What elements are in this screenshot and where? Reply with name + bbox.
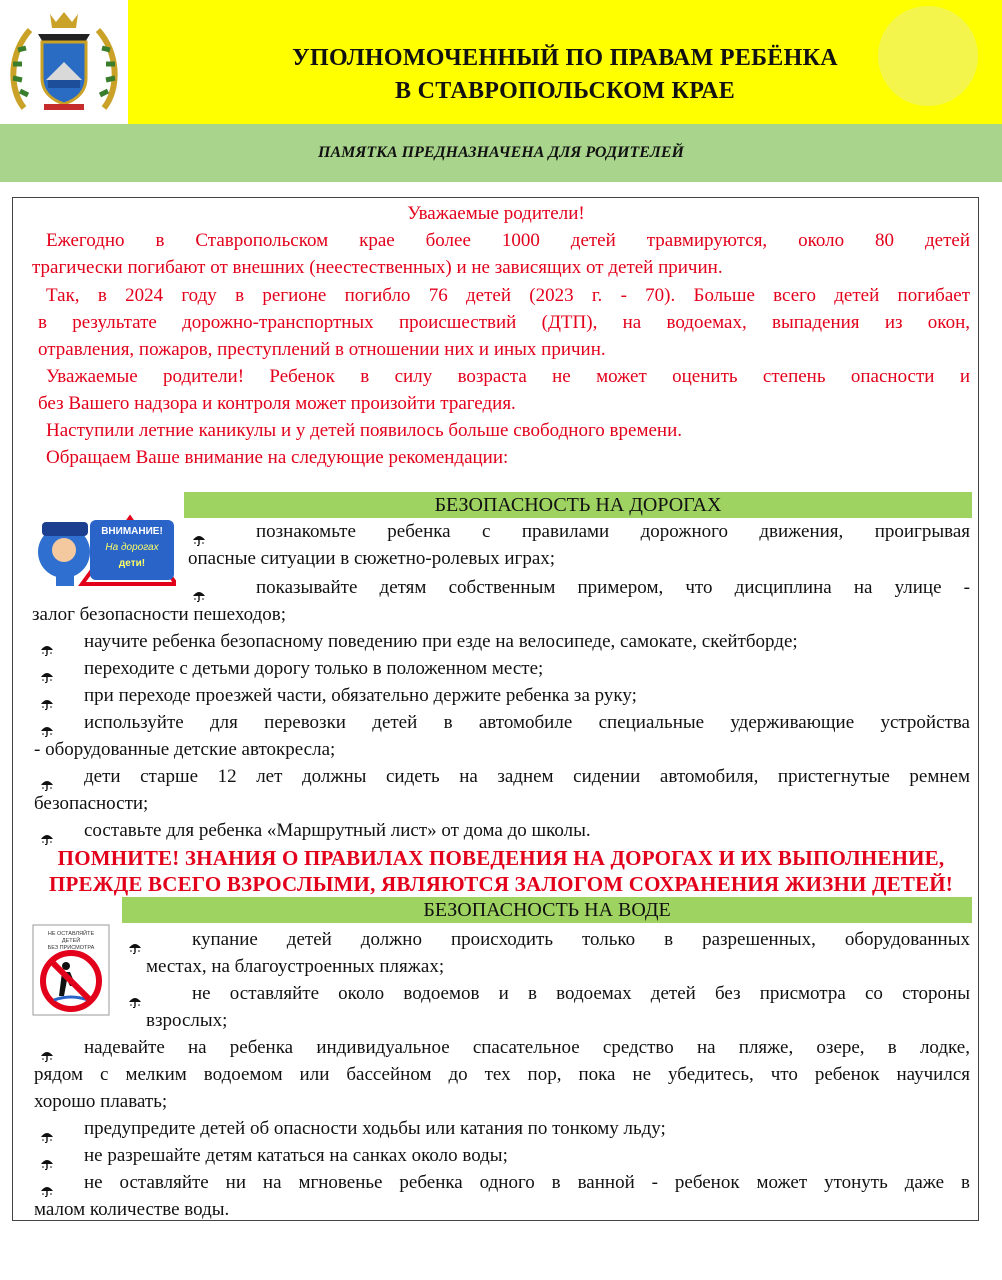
umbrella-icon [40, 1124, 54, 1136]
umbrella-icon [40, 664, 54, 676]
intro-p4: Наступили летние каникулы и у детей появилось больше свободного времени. [46, 420, 682, 441]
svg-text:НЕ ОСТАВЛЯЙТЕ: НЕ ОСТАВЛЯЙТЕ [47, 931, 95, 937]
water-bullet-5: не разрешайте детям кататься на санках около воды; [40, 1142, 974, 1169]
title-line-2: В СТАВРОПОЛЬСКОМ КРАЕ [394, 78, 736, 104]
svg-text:ДЕТЕЙ: ДЕТЕЙ [61, 938, 81, 944]
subheader: ПАМЯТКА ПРЕДНАЗНАЧЕНА ДЛЯ РОДИТЕЛЕЙ [0, 124, 1002, 182]
water-bullet-3-line2: рядом с мелким водоемом или бассейном до тех пор, пока не убедитесь, что ребенок научился [34, 1064, 970, 1085]
water-bullet-1-line2: местах, на благоустроенных пляжах; [146, 956, 445, 977]
water-bullet-3-line3: хорошо плавать; [34, 1091, 168, 1112]
intro-p2-line2: в результате дорожно-транспортных происшествий (ДТП), на водоемах, выпадения из окон, [38, 312, 970, 333]
umbrella-icon [40, 1178, 54, 1190]
roads-bullet-4: переходите с детьми дорогу только в положенном месте; [40, 655, 974, 682]
sign-text-1: ВНИМАНИЕ! [101, 526, 163, 537]
water-bullet-6-line2: малом количестве воды. [34, 1199, 230, 1220]
roads-bullet-6-line2: - оборудованные детские автокресла; [34, 739, 336, 760]
attention-children-sign-icon [30, 512, 176, 588]
water-bullet-4: предупредите детей об опасности ходьбы или катания по тонкому льду; [40, 1115, 974, 1142]
water-bullet-1-line1: купание детей должно происходить только в разрешенных, оборудованных [128, 926, 970, 953]
roads-bullet-5: при переходе проезжей части, обязательно держите ребенка за руку; [40, 682, 974, 709]
water-bullet-6-line1: не оставляйте ни на мгновенье ребенка одного в ванной - ребенок может утонуть даже в [40, 1169, 970, 1196]
header [0, 0, 1002, 124]
umbrella-icon [192, 527, 206, 539]
intro-p5: Обращаем Ваше внимание на следующие рекомендации: [46, 447, 509, 468]
umbrella-icon [40, 826, 54, 838]
sign-text-2: На дорогах [105, 542, 159, 553]
intro-p3-line2: без Вашего надзора и контроля может произойти трагедия. [38, 393, 516, 414]
roads-bullet-1-line1: познакомьте ребенка с правилами дорожного движения, проигрывая [192, 518, 970, 545]
coat-of-arms-icon [0, 0, 128, 124]
roads-bullet-1-line2: опасные ситуации в сюжетно-ролевых играх; [188, 548, 556, 569]
page-title [130, 42, 1000, 108]
sign-text-3: дети! [118, 558, 146, 569]
water-bullet-2-line1: не оставляйте около водоемов и в водоемах детей без присмотра со стороны [128, 980, 970, 1007]
umbrella-icon [40, 691, 54, 703]
intro-p2-line1: Так, в 2024 году в регионе погибло 76 детей (2023 г. - 70). Больше всего детей погибает [46, 285, 970, 306]
umbrella-icon [40, 1043, 54, 1055]
section-heading-water: БЕЗОПАСНОСТЬ НА ВОДЕ [122, 897, 972, 923]
water-bullet-3-line1: надевайте на ребенка индивидуальное спасательное средство на пляже, озере, в лодке, [40, 1034, 970, 1061]
section-heading-roads: БЕЗОПАСНОСТЬ НА ДОРОГАХ [184, 492, 972, 518]
umbrella-icon [128, 989, 142, 1001]
umbrella-icon [40, 637, 54, 649]
umbrella-icon [40, 1151, 54, 1163]
roads-bullet-8: составьте для ребенка «Маршрутный лист» от дома до школы. [40, 817, 974, 844]
svg-text:БЕЗ ПРИСМОТРА: БЕЗ ПРИСМОТРА [47, 945, 95, 951]
intro-p1-line2: трагически погибают от внешних (неестественных) и не зависящих от детей причин. [32, 257, 723, 278]
roads-bullet-7-line1: дети старше 12 лет должны сидеть на заднем сидении автомобиля, пристегнутые ремнем [40, 763, 970, 790]
umbrella-icon [40, 718, 54, 730]
intro-p1-line1: Ежегодно в Ставропольском крае более 1000 детей травмируются, около 80 детей [46, 230, 970, 251]
umbrella-icon [128, 935, 142, 947]
roads-warning-line2: ПРЕЖДЕ ВСЕГО ВЗРОСЛЫМИ, ЯВЛЯЮТСЯ ЗАЛОГОМ СОХРАНЕНИЯ ЖИЗНИ ДЕТЕЙ! [48, 872, 954, 896]
roads-bullet-7-line2: безопасности; [34, 793, 149, 814]
greeting: Уважаемые родители! [407, 203, 585, 224]
roads-warning-line1: ПОМНИТЕ! ЗНАНИЯ О ПРАВИЛАХ ПОВЕДЕНИЯ НА ДОРОГАХ И ИХ ВЫПОЛНЕНИЕ, [57, 846, 945, 870]
roads-bullet-3: научите ребенка безопасному поведению при езде на велосипеде, самокате, скейтборде; [40, 628, 974, 655]
roads-bullet-2-line1: показывайте детям собственным примером, что дисциплина на улице - [192, 574, 970, 601]
umbrella-icon [40, 772, 54, 784]
intro-p2-line3: отравления, пожаров, преступлений в отношении них и иных причин. [38, 339, 606, 360]
water-bullet-2-line2: взрослых; [146, 1010, 228, 1031]
roads-bullet-6-line1: используйте для перевозки детей в автомобиле специальные удерживающие устройства [40, 709, 970, 736]
roads-bullet-2-line2: залог безопасности пешеходов; [32, 604, 286, 625]
title-line-1: УПОЛНОМОЧЕННЫЙ ПО ПРАВАМ РЕБЁНКА [292, 45, 838, 71]
no-unattended-children-sign-icon [32, 924, 110, 1016]
intro-p3-line1: Уважаемые родители! Ребенок в силу возраста не может оценить степень опасности и [46, 366, 970, 387]
umbrella-icon [192, 583, 206, 595]
